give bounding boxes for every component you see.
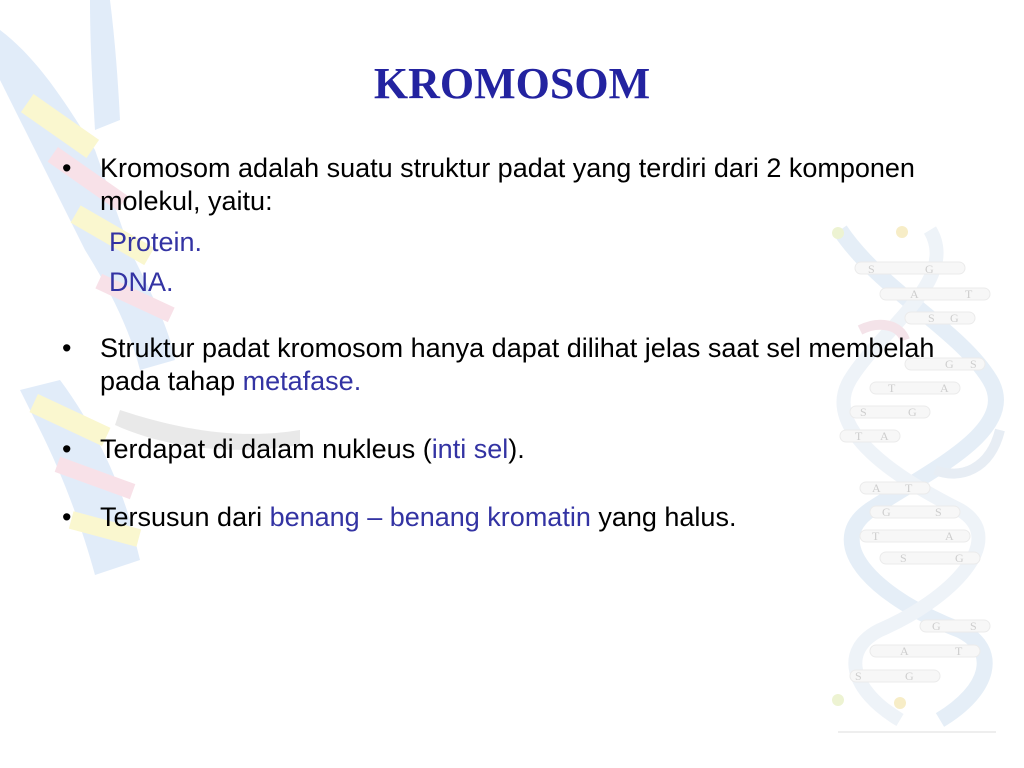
bullet-marker: •	[62, 434, 72, 464]
sub-item-dna: DNA.	[109, 267, 174, 297]
dna-base-label: G	[950, 311, 959, 325]
dna-base-label: G	[908, 405, 917, 419]
dna-base-label: T	[965, 287, 973, 301]
bullet-highlight: benang – benang kromatin	[269, 502, 591, 532]
dna-node	[832, 694, 844, 706]
dna-rung	[850, 670, 940, 682]
dna-base-label: G	[905, 669, 914, 683]
bullet-text-end: yang halus.	[590, 502, 737, 532]
spacer	[62, 398, 982, 433]
dna-base-label: A	[880, 429, 889, 443]
dna-base-label: A	[910, 287, 919, 301]
bullet-marker: •	[62, 333, 72, 363]
dna-rung	[880, 552, 980, 564]
dna-base-label: S	[970, 619, 977, 633]
bullet-item-nucleus	[62, 433, 982, 466]
dna-base-label: S	[928, 311, 935, 325]
dna-base-label: S	[868, 262, 875, 276]
dna-rung	[920, 620, 990, 632]
dna-base-label: A	[900, 644, 909, 658]
bullet-text: Struktur padat kromosom hanya dapat dilihat jelas saat sel membelah pada tahap	[100, 333, 935, 396]
dna-base-label: G	[882, 505, 891, 519]
bullet-item-chromatin	[62, 501, 982, 534]
dna-base-label: G	[945, 357, 954, 371]
bullet-item-metaphase	[62, 332, 982, 398]
dna-base-label: S	[855, 669, 862, 683]
bullet-item-definition	[62, 152, 982, 218]
spacer	[62, 300, 982, 332]
bullet-highlight: metafase.	[242, 366, 362, 396]
bullet-text: Terdapat di dalam nukleus (	[100, 434, 432, 464]
bullet-marker: •	[62, 502, 72, 532]
slide-title: KROMOSOM	[373, 59, 651, 108]
dna-base-label: T	[855, 429, 863, 443]
bullet-highlight: inti sel	[431, 434, 509, 464]
dna-base-label: T	[955, 644, 963, 658]
dna-base-label: S	[935, 505, 942, 519]
dna-base-label: G	[925, 262, 934, 276]
dna-base-label: A	[940, 381, 949, 395]
dna-base-label: T	[905, 481, 913, 495]
sub-item-protein: Protein.	[109, 227, 203, 257]
bullet-text: Tersusun dari	[100, 502, 270, 532]
bullet-text-end: ).	[508, 434, 525, 464]
dna-base-label: A	[872, 481, 881, 495]
spacer	[62, 466, 982, 501]
dna-base-label: S	[970, 357, 977, 371]
bullet-text: Kromosom adalah suatu struktur padat yang terdiri dari 2 komponen molekul, yaitu:	[100, 153, 915, 216]
dna-node	[894, 697, 906, 709]
dna-base-label: T	[872, 529, 880, 543]
dna-base-label: S	[900, 551, 907, 565]
slide-body	[62, 152, 982, 534]
dna-base-label: A	[945, 529, 954, 543]
dna-base-label: T	[888, 381, 896, 395]
dna-base-label: S	[860, 405, 867, 419]
dna-base-label: G	[932, 619, 941, 633]
dna-rung	[870, 645, 980, 657]
dna-base-label: G	[955, 551, 964, 565]
bullet-marker: •	[62, 153, 72, 183]
